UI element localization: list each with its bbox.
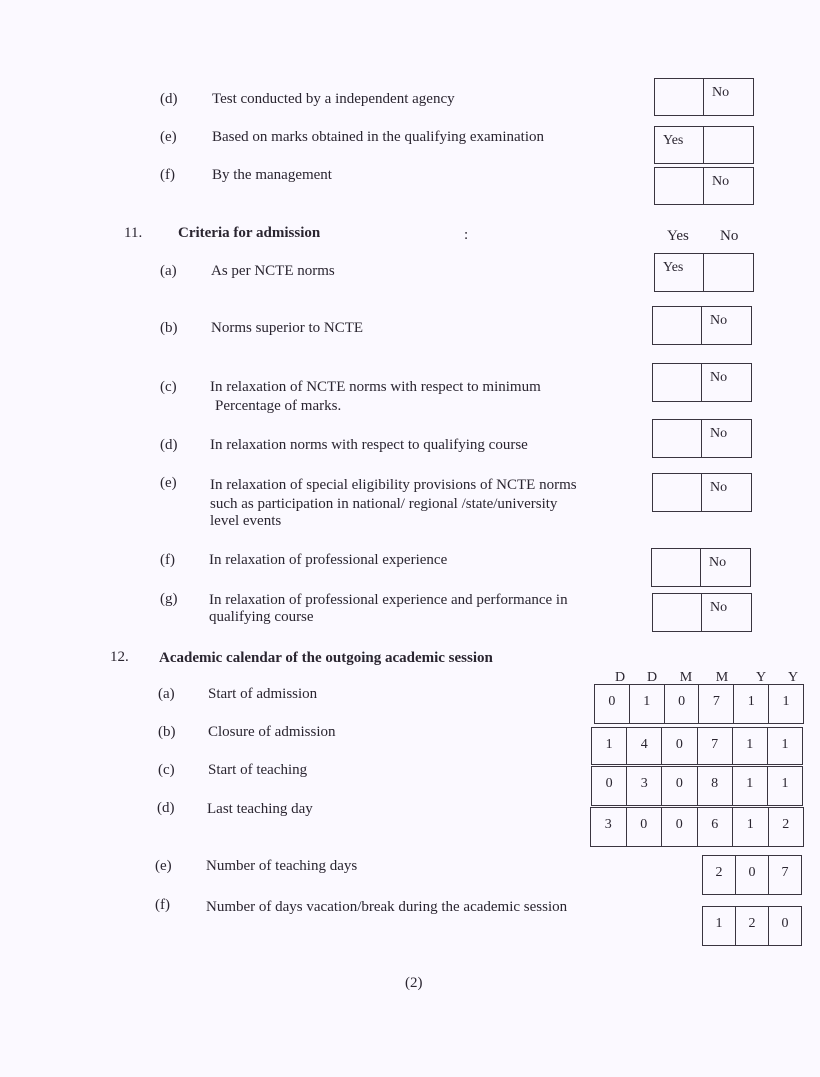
item-label: (g) xyxy=(160,591,178,607)
item-text: Start of admission xyxy=(208,686,318,702)
item-label: (a) xyxy=(158,686,175,702)
item-label: (c) xyxy=(160,379,177,395)
item-text: Start of teaching xyxy=(208,762,308,778)
yes-cell[interactable]: Yes xyxy=(655,254,704,291)
yes-cell[interactable] xyxy=(653,474,702,511)
item-text: In relaxation of special eligibility provisions of NCTE norms xyxy=(210,477,577,493)
yes-no-box[interactable] xyxy=(654,167,754,205)
item-label: (b) xyxy=(160,320,178,336)
digit-cell[interactable]: 7 xyxy=(781,865,789,880)
item-text: Norms superior to NCTE xyxy=(211,320,364,336)
digit-cell[interactable]: 0 xyxy=(595,685,630,723)
digit-cell[interactable]: 1 xyxy=(733,767,768,805)
no-header: No xyxy=(720,228,739,244)
item-text: In relaxation of NCTE norms with respect to minimum xyxy=(210,379,541,395)
item-label: (d) xyxy=(160,91,178,107)
section-number: 12. xyxy=(110,649,129,665)
no-cell[interactable] xyxy=(704,254,753,291)
no-cell[interactable]: No xyxy=(710,426,728,441)
item-text: such as participation in national/ regional /state/university xyxy=(210,496,558,512)
digit-cell[interactable]: 6 xyxy=(698,808,734,846)
item-label: (f) xyxy=(160,552,175,568)
digit-cell[interactable]: 2 xyxy=(782,817,790,832)
digit-cell[interactable]: 3 xyxy=(591,808,627,846)
digit-cell[interactable]: 1 xyxy=(733,808,769,846)
item-label: (f) xyxy=(155,897,170,913)
yes-cell[interactable] xyxy=(653,420,702,457)
item-label: (a) xyxy=(160,263,177,279)
digit-cell[interactable]: 1 xyxy=(781,737,789,752)
colon: : xyxy=(464,227,469,243)
item-label: (e) xyxy=(160,475,177,491)
date-header: M xyxy=(679,670,693,685)
digit-cell[interactable]: 3 xyxy=(627,767,662,805)
item-text: In relaxation of professional experience and performance in xyxy=(209,592,568,608)
no-cell[interactable]: No xyxy=(710,313,728,328)
digit-cell[interactable]: 1 xyxy=(630,685,665,723)
yes-no-box[interactable] xyxy=(654,126,754,164)
date-header: Y xyxy=(755,670,767,685)
count-field[interactable] xyxy=(702,906,802,946)
digit-cell[interactable]: 0 xyxy=(662,767,697,805)
item-text: level events xyxy=(210,513,282,529)
item-text: Closure of admission xyxy=(208,724,336,740)
yes-no-box[interactable] xyxy=(651,548,751,587)
digit-cell[interactable]: 0 xyxy=(592,767,627,805)
yes-cell[interactable]: Yes xyxy=(655,127,704,163)
yes-cell[interactable] xyxy=(655,168,704,204)
item-text: By the management xyxy=(212,167,332,183)
item-label: (f) xyxy=(160,167,175,183)
digit-cell[interactable]: 0 xyxy=(665,685,700,723)
item-label: (e) xyxy=(155,858,172,874)
item-text: Number of days vacation/break during the academic session xyxy=(206,899,568,915)
item-text: Last teaching day xyxy=(207,801,313,817)
yes-no-box[interactable] xyxy=(654,253,754,292)
no-cell[interactable]: No xyxy=(709,555,727,570)
date-header: Y xyxy=(787,670,799,685)
item-text: Number of teaching days xyxy=(206,858,358,874)
digit-cell[interactable]: 2 xyxy=(736,907,769,945)
digit-cell[interactable]: 8 xyxy=(698,767,733,805)
digit-cell[interactable]: 1 xyxy=(703,907,736,945)
section-title: Academic calendar of the outgoing academic session xyxy=(159,650,493,666)
digit-cell[interactable]: 1 xyxy=(781,776,789,791)
yes-no-box[interactable] xyxy=(652,593,752,632)
no-cell[interactable]: No xyxy=(710,600,728,615)
digit-cell[interactable]: 2 xyxy=(703,856,736,894)
no-cell[interactable]: No xyxy=(710,370,728,385)
item-text: qualifying course xyxy=(209,609,314,625)
item-text: Percentage of marks. xyxy=(215,398,342,414)
item-label: (d) xyxy=(160,437,178,453)
yes-cell[interactable] xyxy=(652,549,701,586)
no-cell[interactable]: No xyxy=(710,480,728,495)
page-number: (2) xyxy=(405,975,423,991)
digit-cell[interactable]: 0 xyxy=(627,808,663,846)
item-label: (b) xyxy=(158,724,176,740)
item-label: (e) xyxy=(160,129,177,145)
date-field[interactable] xyxy=(594,684,804,724)
digit-cell[interactable]: 0 xyxy=(736,856,769,894)
item-text: Based on marks obtained in the qualifying examination xyxy=(212,129,545,145)
digit-cell[interactable]: 0 xyxy=(662,808,698,846)
yes-cell[interactable] xyxy=(655,79,704,115)
digit-cell[interactable]: 1 xyxy=(592,728,627,764)
count-field[interactable] xyxy=(702,855,802,895)
date-field[interactable] xyxy=(591,727,803,765)
no-cell[interactable]: No xyxy=(712,174,730,189)
digit-cell[interactable]: 7 xyxy=(698,728,733,764)
item-label: (c) xyxy=(158,762,175,778)
digit-cell[interactable]: 1 xyxy=(733,728,768,764)
digit-cell[interactable]: 1 xyxy=(734,685,769,723)
date-field[interactable] xyxy=(591,766,803,806)
item-text: As per NCTE norms xyxy=(211,263,335,279)
section-number: 11. xyxy=(124,225,143,241)
digit-cell[interactable]: 7 xyxy=(699,685,734,723)
date-header: M xyxy=(715,670,729,685)
digit-cell[interactable]: 0 xyxy=(781,916,789,931)
yes-no-box[interactable] xyxy=(654,78,754,116)
yes-no-box[interactable] xyxy=(652,363,752,402)
date-header: D xyxy=(614,670,626,685)
yes-no-box[interactable] xyxy=(652,419,752,458)
yes-cell[interactable] xyxy=(653,364,702,401)
item-text: In relaxation norms with respect to qualifying course xyxy=(210,437,528,453)
item-text: Test conducted by a independent agency xyxy=(212,91,455,107)
yes-cell[interactable] xyxy=(653,307,702,344)
digit-cell[interactable]: 1 xyxy=(782,694,790,709)
yes-no-box[interactable] xyxy=(652,473,752,512)
digit-cell[interactable]: 0 xyxy=(662,728,697,764)
date-header: D xyxy=(646,670,658,685)
no-cell[interactable]: No xyxy=(712,85,730,100)
date-field[interactable] xyxy=(590,807,804,847)
section-title: Criteria for admission xyxy=(178,225,321,241)
yes-cell[interactable] xyxy=(653,594,702,631)
yes-no-box[interactable] xyxy=(652,306,752,345)
yes-header: Yes xyxy=(667,228,689,244)
item-text: In relaxation of professional experience xyxy=(209,552,448,568)
digit-cell[interactable]: 4 xyxy=(627,728,662,764)
item-label: (d) xyxy=(157,800,175,816)
no-cell[interactable] xyxy=(704,127,753,163)
